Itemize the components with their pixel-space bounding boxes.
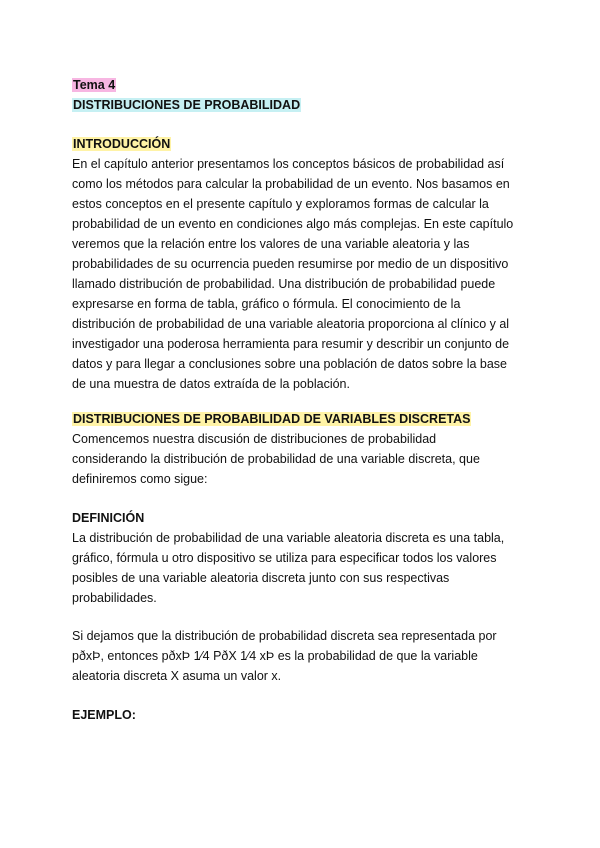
ejemplo-section — [72, 705, 532, 725]
notacion-section — [72, 626, 532, 686]
discretas-line: Comencemos nuestra discusión de distribuciones de probabilidad — [72, 432, 437, 446]
document-title: DISTRIBUCIONES DE PROBABILIDAD — [73, 98, 301, 112]
intro-line: veremos que la relación entre los valores de una variable aleatoria y las — [72, 237, 470, 251]
discretas-heading: DISTRIBUCIONES DE PROBABILIDAD DE VARIABLES DISCRETAS — [73, 412, 471, 426]
notacion-line: aleatoria discreta X asuma un valor x. — [72, 669, 282, 683]
intro-line: datos y para llegar a conclusiones sobre una población de datos sobre la base — [72, 357, 508, 371]
intro-line: de una muestra de datos extraída de la población. — [72, 377, 350, 391]
intro-line: expresarse en forma de tabla, gráfico o fórmula. El conocimiento de la — [72, 297, 461, 311]
definicion-line: La distribución de probabilidad de una variable aleatoria discreta es una tabla, — [72, 531, 505, 545]
intro-line: como los métodos para calcular la probabilidad de un evento. Nos basamos en — [72, 177, 510, 191]
notacion-line: Si dejamos que la distribución de probabilidad discreta sea representada por — [72, 629, 497, 643]
definicion-line: gráfico, fórmula u otro dispositivo se utiliza para especificar todos los valores — [72, 551, 497, 565]
discretas-section — [72, 409, 532, 489]
intro-line: distribución de probabilidad de una variable aleatoria proporciona al clínico y al — [72, 317, 510, 331]
intro-heading: INTRODUCCIÓN — [73, 137, 171, 151]
ejemplo-heading: EJEMPLO: — [72, 708, 136, 722]
header — [72, 75, 532, 115]
discretas-line: definiremos como sigue: — [72, 472, 208, 486]
intro-line: investigador una poderosa herramienta para resumir y describir un conjunto de — [72, 337, 510, 351]
intro-line: probabilidades de su ocurrencia pueden resumirse por medio de un dispositivo — [72, 257, 509, 271]
intro-line: estos conceptos en el presente capítulo y exploramos formas de calcular la — [72, 197, 489, 211]
definicion-heading: DEFINICIÓN — [72, 511, 145, 525]
intro-line: En el capítulo anterior presentamos los conceptos básicos de probabilidad así — [72, 157, 505, 171]
definicion-line: probabilidades. — [72, 591, 157, 605]
intro-line: llamado distribución de probabilidad. Una distribución de probabilidad puede — [72, 277, 496, 291]
tema-label: Tema 4 — [73, 78, 116, 92]
intro-line: probabilidad de un evento en condiciones algo más complejas. En este capítulo — [72, 217, 514, 231]
notacion-line: pðxÞ, entonces pðxÞ 1⁄4 PðX 1⁄4 xÞ es la probabilidad de que la variable — [72, 649, 478, 663]
definicion-section — [72, 508, 532, 608]
definicion-line: posibles de una variable aleatoria discreta junto con sus respectivas — [72, 571, 450, 585]
intro-section — [72, 134, 532, 394]
discretas-line: considerando la distribución de probabilidad de una variable discreta, que — [72, 452, 480, 466]
